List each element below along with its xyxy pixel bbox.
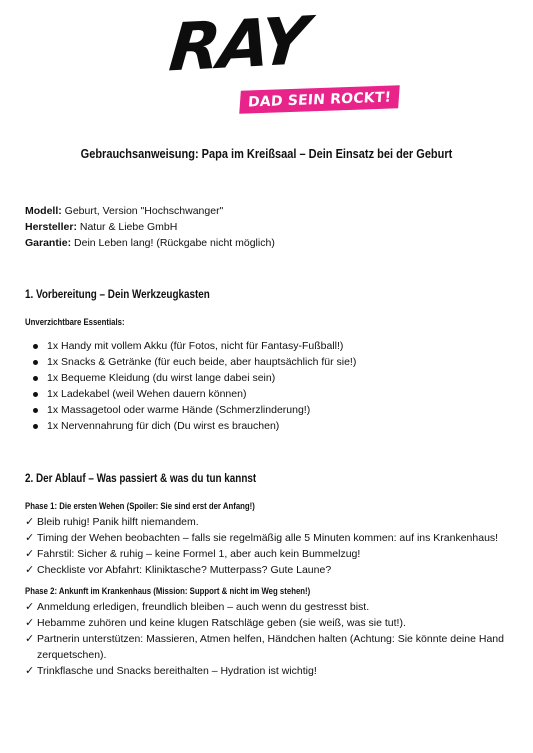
- list-item: ✓ Trinkflasche und Snacks bereithalten – Hydration ist wichtig!: [25, 664, 317, 677]
- essentials-list: [25, 338, 356, 434]
- list-item: ✓ Hebamme zuhören und keine klugen Ratschläge geben (sie weiß, was sie tut!).: [25, 616, 406, 629]
- section-heading-process: 2. Der Ablauf – Was passiert & was du tun kannst: [25, 473, 257, 485]
- check-mark-icon: ✓: [25, 563, 35, 576]
- list-item: ✓ Timing der Wehen beobachten – falls sie regelmäßig alle 5 Minuten kommen: auf ins Krankenhaus!: [25, 531, 499, 544]
- subheading-essentials: Unverzichtbare Essentials:: [25, 317, 125, 328]
- meta-manufacturer: [25, 219, 275, 235]
- list-item: 1x Nervennahrung für dich (Du wirst es brauchen): [47, 418, 356, 434]
- phase2-heading: Phase 2: Ankunft im Krankenhaus (Mission: Support & nicht im Weg stehen!): [25, 586, 311, 597]
- meta-label: Garantie:: [25, 237, 72, 249]
- meta-label: Modell:: [25, 205, 62, 217]
- meta-value: Natur & Liebe GmbH: [79, 221, 178, 233]
- check-mark-icon: ✓: [25, 531, 35, 544]
- logo-tagline: DAD SEIN ROCKT!: [239, 85, 400, 114]
- meta-value: Geburt, Version "Hochschwanger": [64, 205, 224, 217]
- list-item: 1x Snacks & Getränke (für euch beide, aber hauptsächlich für sie!): [47, 356, 357, 368]
- list-item: 1x Ladekabel (weil Wehen dauern können): [47, 386, 356, 402]
- meta-label: Hersteller:: [25, 221, 77, 233]
- product-meta: [25, 203, 275, 251]
- list-item: ✓ Bleib ruhig! Panik hilft niemandem.: [25, 515, 199, 528]
- meta-warranty: [25, 235, 275, 251]
- document-title: Gebrauchsanweisung: Papa im Kreißsaal – Dein Einsatz bei der Geburt: [80, 147, 453, 161]
- list-item: 1x Handy mit vollem Akku (für Fotos, nicht für Fantasy-Fußball!): [47, 338, 356, 354]
- check-mark-icon: ✓: [25, 616, 35, 629]
- list-item: ✓ Partnerin unterstützen: Massieren, Atmen helfen, Händchen halten (Achtung: Sie könnte deine Hand zerquetschen).: [25, 632, 504, 661]
- check-mark-icon: ✓: [25, 632, 35, 645]
- meta-value: Dein Leben lang! (Rückgabe nicht möglich): [74, 237, 275, 249]
- check-mark-icon: ✓: [25, 664, 35, 677]
- phase1-checklist: [25, 514, 515, 578]
- list-item: ✓ Anmeldung erledigen, freundlich bleiben – auch wenn du gestresst bist.: [25, 600, 370, 613]
- brand-logo: [160, 2, 392, 118]
- meta-model: [25, 203, 275, 219]
- section-heading-preparation: 1. Vorbereitung – Dein Werkzeugkasten: [25, 289, 210, 301]
- check-mark-icon: ✓: [25, 600, 35, 613]
- list-item: 1x Bequeme Kleidung (du wirst lange dabei sein): [47, 370, 356, 386]
- phase1-heading: Phase 1: Die ersten Wehen (Spoiler: Sie sind erst der Anfang!): [25, 501, 255, 512]
- logo-brand-text: RAY: [166, 2, 310, 87]
- check-mark-icon: ✓: [25, 547, 35, 560]
- phase2-checklist: [25, 599, 515, 679]
- list-item: ✓ Checkliste vor Abfahrt: Kliniktasche? Mutterpass? Gute Laune?: [25, 563, 332, 576]
- list-item: ✓ Fahrstil: Sicher & ruhig – keine Formel 1, aber auch kein Bummelzug!: [25, 547, 361, 560]
- list-item: 1x Massagetool oder warme Hände (Schmerzlinderung!): [47, 402, 356, 418]
- check-mark-icon: ✓: [25, 515, 35, 528]
